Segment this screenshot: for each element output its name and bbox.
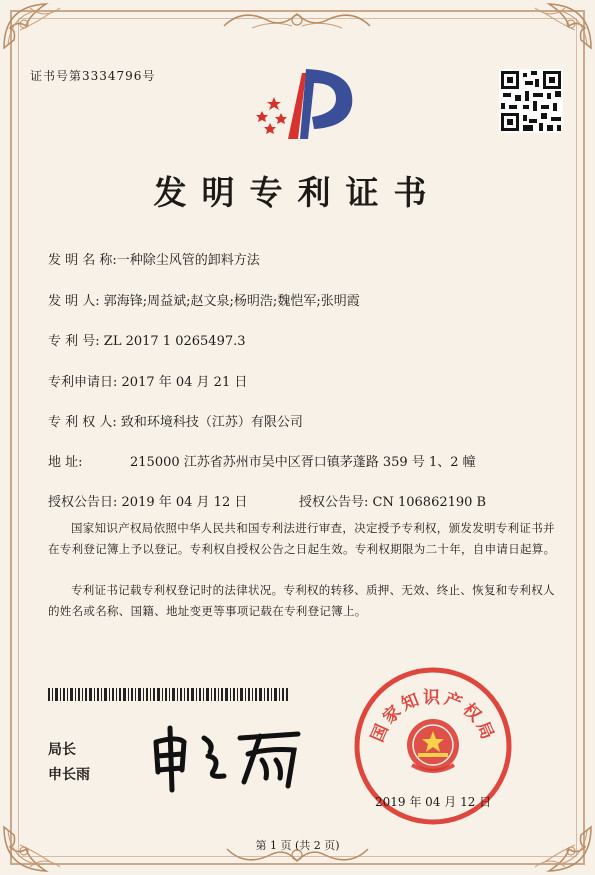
field-label: 专利申请日:	[48, 375, 118, 390]
barcode-icon	[48, 688, 288, 701]
field-label: 专 利 权 人:	[48, 415, 117, 430]
field-value: CN 106862190 B	[372, 495, 487, 510]
patent-office-emblem-icon	[248, 65, 358, 145]
qr-code-icon	[499, 69, 563, 133]
seal-text: 国家知识产权局	[367, 687, 499, 746]
field-address	[48, 451, 476, 470]
director-signature-icon	[148, 720, 308, 795]
field-label: 发 明 人:	[48, 294, 100, 309]
field-value: 2017 年 04 月 21 日	[121, 375, 248, 390]
field-value: 致和环境科技（江苏）有限公司	[120, 415, 303, 430]
field-patentee	[48, 411, 303, 430]
statement-paragraph-1: 国家知识产权局依照中华人民共和国专利法进行审查，决定授予专利权，颁发发明专利证书并在专利登记簿上予以登记。专利权自授权公告之日起生效。专利权期限为二十年，自申请日起算。	[48, 521, 556, 556]
field-label: 专 利 号:	[48, 334, 100, 349]
field-label: 授权公告日:	[48, 495, 118, 510]
director-title: 局长	[48, 742, 76, 758]
field-value: 郭海锋;周益斌;赵文泉;杨明浩;魏恺军;张明霞	[103, 294, 360, 309]
field-application-date	[48, 371, 247, 390]
field-value: ZL 2017 1 0265497.3	[103, 334, 246, 349]
statement-paragraph-2: 专利证书记载专利权登记时的法律状况。专利权的转移、质押、无效、终止、恢复和专利权人的姓名或名称、国籍、地址变更等事项记载在专利登记簿上。	[48, 583, 555, 618]
field-label: 发 明 名 称:	[48, 253, 117, 268]
field-patent-number	[48, 330, 246, 349]
seal-date: 2019 年 04 月 12 日	[375, 795, 492, 809]
field-label: 地 址:	[48, 455, 83, 470]
field-grant-date	[48, 491, 247, 510]
top-ornament-icon	[222, 6, 372, 34]
field-inventors	[48, 290, 360, 309]
certificate-title: 发明专利证书	[153, 173, 442, 212]
field-grant-number	[299, 491, 486, 510]
page-number: 第 1 页 (共 2 页)	[255, 839, 340, 852]
director-name: 申长雨	[48, 767, 90, 783]
field-invention-name	[48, 249, 260, 268]
certificate-number: 证书号第3334796号	[30, 69, 156, 83]
field-value: 215000 江苏省苏州市吴中区胥口镇茅蓬路 359 号 1、2 幢	[130, 455, 476, 470]
field-value: 2019 年 04 月 12 日	[121, 495, 248, 510]
field-value: 一种除尘风管的卸料方法	[116, 253, 260, 268]
field-label: 授权公告号:	[299, 495, 369, 510]
corner-ornament-icon	[0, 0, 90, 52]
corner-ornament-icon	[505, 0, 595, 52]
